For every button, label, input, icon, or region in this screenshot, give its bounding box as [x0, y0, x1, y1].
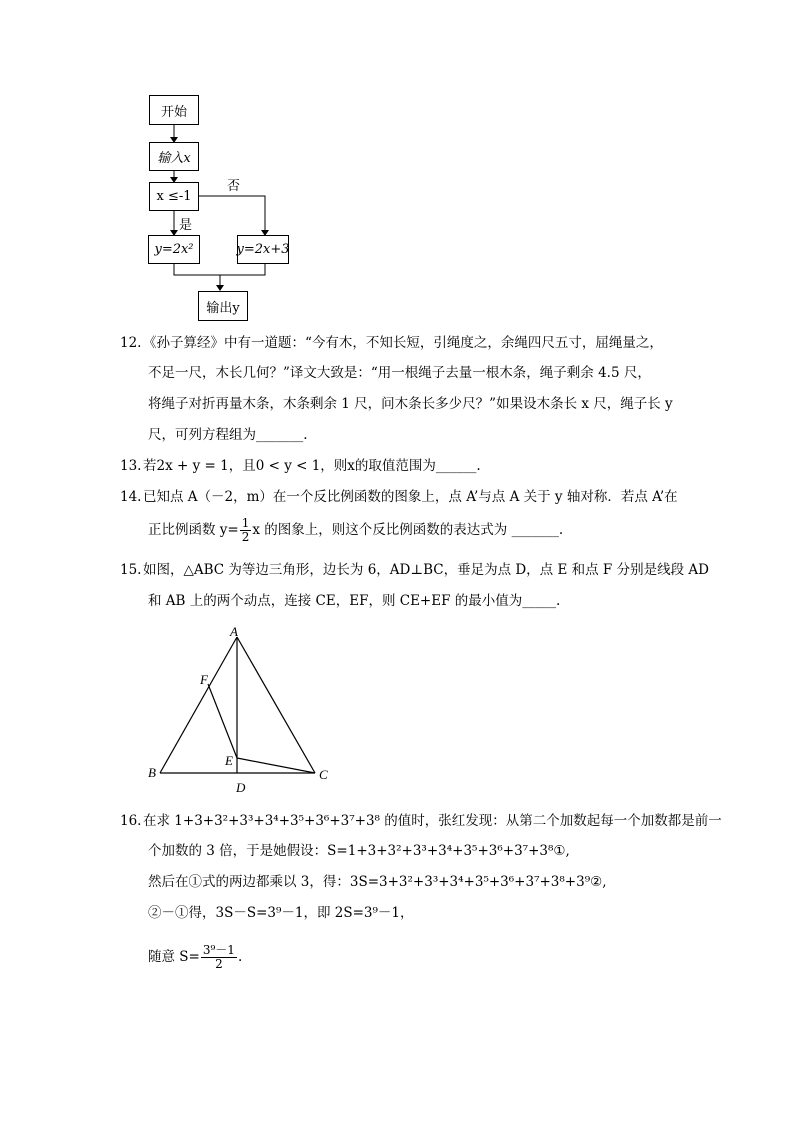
q12-line-2: 不足一尺，木长几何？”译文大致是：“用一根绳子去量一根木条，绳子剩余 4.5 尺，: [148, 365, 651, 381]
question-number: 14.: [120, 489, 142, 505]
q13-text: 若2x + y = 1，且0 < y < 1，则x的取值范围为______.: [143, 458, 481, 474]
flow-condition-text: x ≤-1: [156, 189, 192, 204]
flow-start-box: [149, 95, 199, 125]
segment-ec: [237, 758, 315, 773]
q16-line-4: ②－①得，3S－S=3⁹－1，即 2S=3⁹－1，: [148, 905, 414, 921]
flow-input-box: [149, 142, 199, 171]
label-e: E: [225, 753, 233, 768]
question-number: 12.: [120, 335, 142, 351]
label-b: B: [148, 765, 156, 780]
fraction-denominator: 2: [215, 957, 223, 971]
flow-yes-expr-text: y=2x²: [154, 242, 194, 257]
q12-line-3: 将绳子对折再量木条，木条剩余 1 尺，问木条长多少尺？”如果设木条长 x 尺，绳子长 y: [148, 396, 673, 412]
flow-branch-yes: 是: [179, 218, 193, 233]
q16-line-5-post: .: [237, 949, 243, 965]
flow-input-text: 输入x: [157, 151, 191, 166]
side-ac: [237, 637, 315, 773]
q14-line-2-pre: 正比例函数 y=: [148, 522, 239, 538]
q16-line-5-pre: 随意 S=: [148, 949, 200, 965]
q14-line-2: [148, 516, 563, 544]
q14-line-2-post: x 的图象上，则这个反比例函数的表达式为 _______.: [252, 522, 564, 538]
label-f: F: [200, 672, 208, 687]
flow-start-text: 开始: [160, 104, 187, 120]
q16-line-1: 在求 1+3+3²+3³+3⁴+3⁵+3⁶+3⁷+3⁸ 的值时，张红发现：从第二个加数起每一个加数都是前一: [143, 813, 722, 829]
flow-no-expr-box: [237, 235, 289, 264]
fraction-numerator: 3⁹－1: [202, 943, 235, 957]
q14-fraction: [240, 517, 252, 544]
flow-output-box: [198, 291, 248, 321]
question-number: 16.: [120, 813, 142, 829]
triangle-figure: [140, 620, 340, 800]
q16-line-3: 然后在①式的两边都乘以 3，得：3S=3+3²+3³+3⁴+3⁵+3⁶+3⁷+3⁸+3⁹②,: [148, 874, 607, 890]
q16-line-2: 个加数的 3 倍，于是她假设：S=1+3+3²+3³+3⁴+3⁵+3⁶+3⁷+3⁸①,: [148, 843, 570, 859]
fraction-denominator: 2: [241, 530, 250, 544]
flow-yes-expr-box: [148, 235, 200, 264]
q12-line-4: 尺，可列方程组为_______.: [148, 427, 308, 443]
flow-condition-box: [149, 182, 199, 211]
question-number: 13.: [120, 458, 142, 474]
flow-no-expr-text: y=2x+3: [236, 242, 290, 257]
q14-line-1: 已知点 A（－2，m）在一个反比例函数的图象上，点 A’与点 A 关于 y 轴对称．若点 A’在: [143, 489, 678, 505]
label-d: D: [236, 780, 246, 795]
q12-line-1: 《孙子算经》中有一道题：“今有木，不知长短，引绳度之，余绳四尺五寸，屈绳量之，: [143, 335, 663, 351]
segment-fe: [208, 684, 237, 758]
q16-line-5: [148, 942, 242, 972]
q15-line-2: 和 AB 上的两个动点，连接 CE，EF，则 CE+EF 的最小值为_____.: [148, 593, 561, 609]
label-a: A: [230, 624, 238, 639]
question-number: 15.: [120, 562, 142, 578]
flow-output-text: 输出y: [206, 300, 240, 316]
q15-line-1: 如图，△ABC 为等边三角形，边长为 6，AD⊥BC，垂足为点 D，点 E 和点 F 分别是线段 AD: [143, 562, 709, 578]
label-c: C: [319, 767, 328, 782]
flow-branch-no: 否: [227, 179, 241, 194]
flowchart-connectors: [0, 0, 794, 340]
q16-fraction: [201, 944, 237, 971]
fraction-numerator: 1: [241, 516, 250, 530]
